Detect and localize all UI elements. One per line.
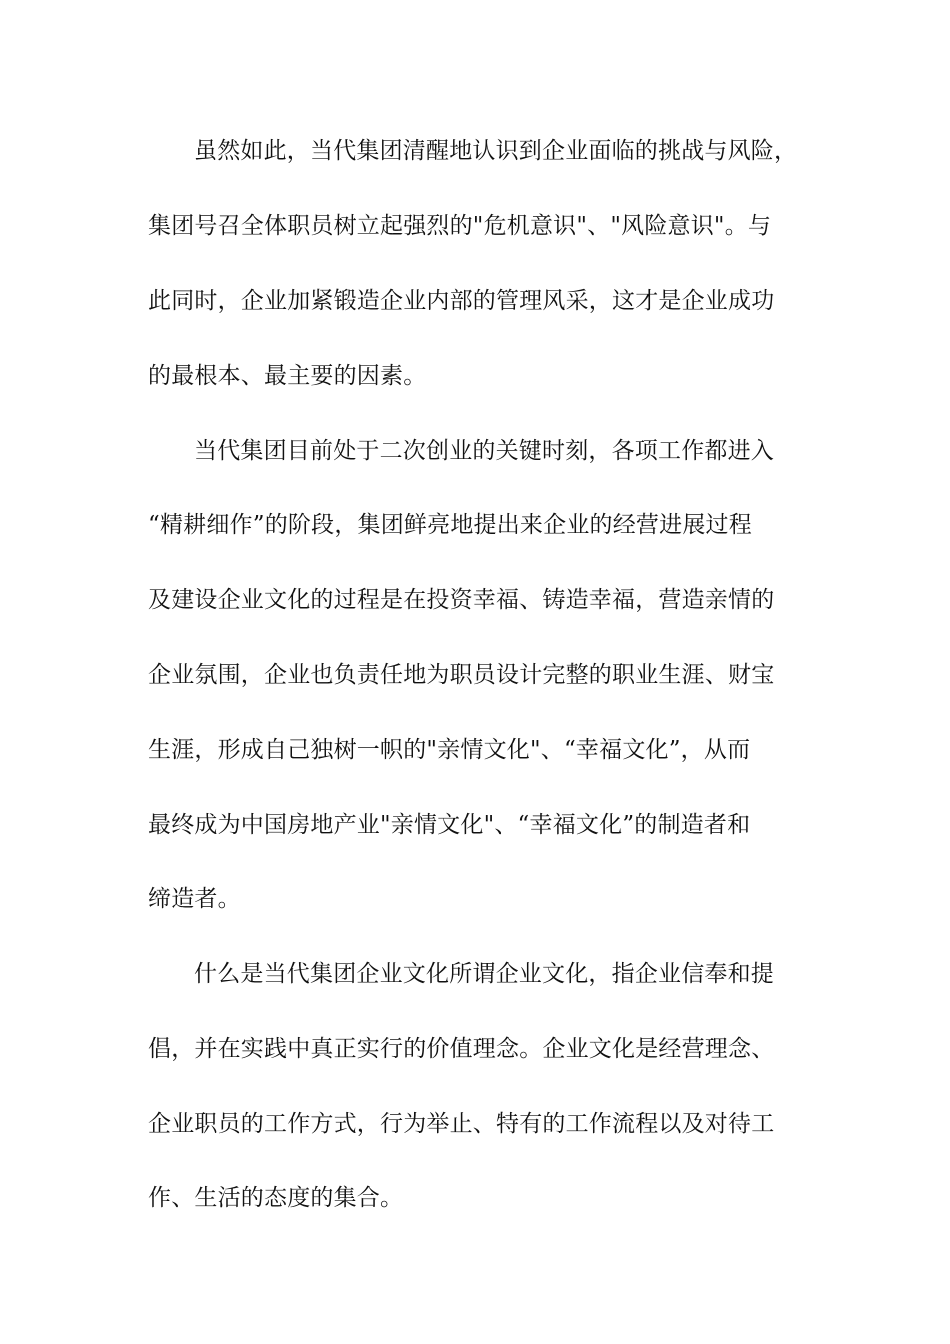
paragraph-line: 生涯，形成自己独树一帜的"亲情文化"、“幸福文化”，从而	[148, 737, 751, 763]
paragraph-line: 倡，并在实践中真正实行的价值理念。企业文化是经营理念、	[148, 1036, 775, 1062]
paragraph-line: 当代集团目前处于二次创业的关键时刻，各项工作都进入	[194, 438, 774, 464]
paragraph-line: 缔造者。	[148, 886, 241, 912]
paragraph-line: 什么是当代集团企业文化所谓企业文化，指企业信奉和提	[194, 961, 774, 987]
paragraph-line: 的最根本、最主要的因素。	[148, 363, 427, 389]
paragraph-line: 及建设企业文化的过程是在投资幸福、铸造幸福，营造亲情的	[148, 587, 775, 613]
paragraph-line: 企业氛围，企业也负责任地为职员设计完整的职业生涯、财宝	[148, 662, 775, 688]
paragraph-line: 最终成为中国房地产业"亲情文化"、“幸福文化”的制造者和	[148, 812, 751, 838]
paragraph-line: “精耕细作”的阶段，集团鲜亮地提出来企业的经营进展过程	[148, 512, 752, 538]
paragraph-line: 集团号召全体职员树立起强烈的"危机意识"、"风险意识"。与	[148, 213, 772, 239]
paragraph-line: 虽然如此，当代集团清醒地认识到企业面临的挑战与风险，	[194, 138, 798, 164]
paragraph-line: 此同时，企业加紧锻造企业内部的管理风采，这才是企业成功	[148, 288, 775, 314]
paragraph-line: 作、生活的态度的集合。	[148, 1185, 404, 1211]
paragraph-line: 企业职员的工作方式，行为举止、特有的工作流程以及对待工	[148, 1111, 775, 1137]
